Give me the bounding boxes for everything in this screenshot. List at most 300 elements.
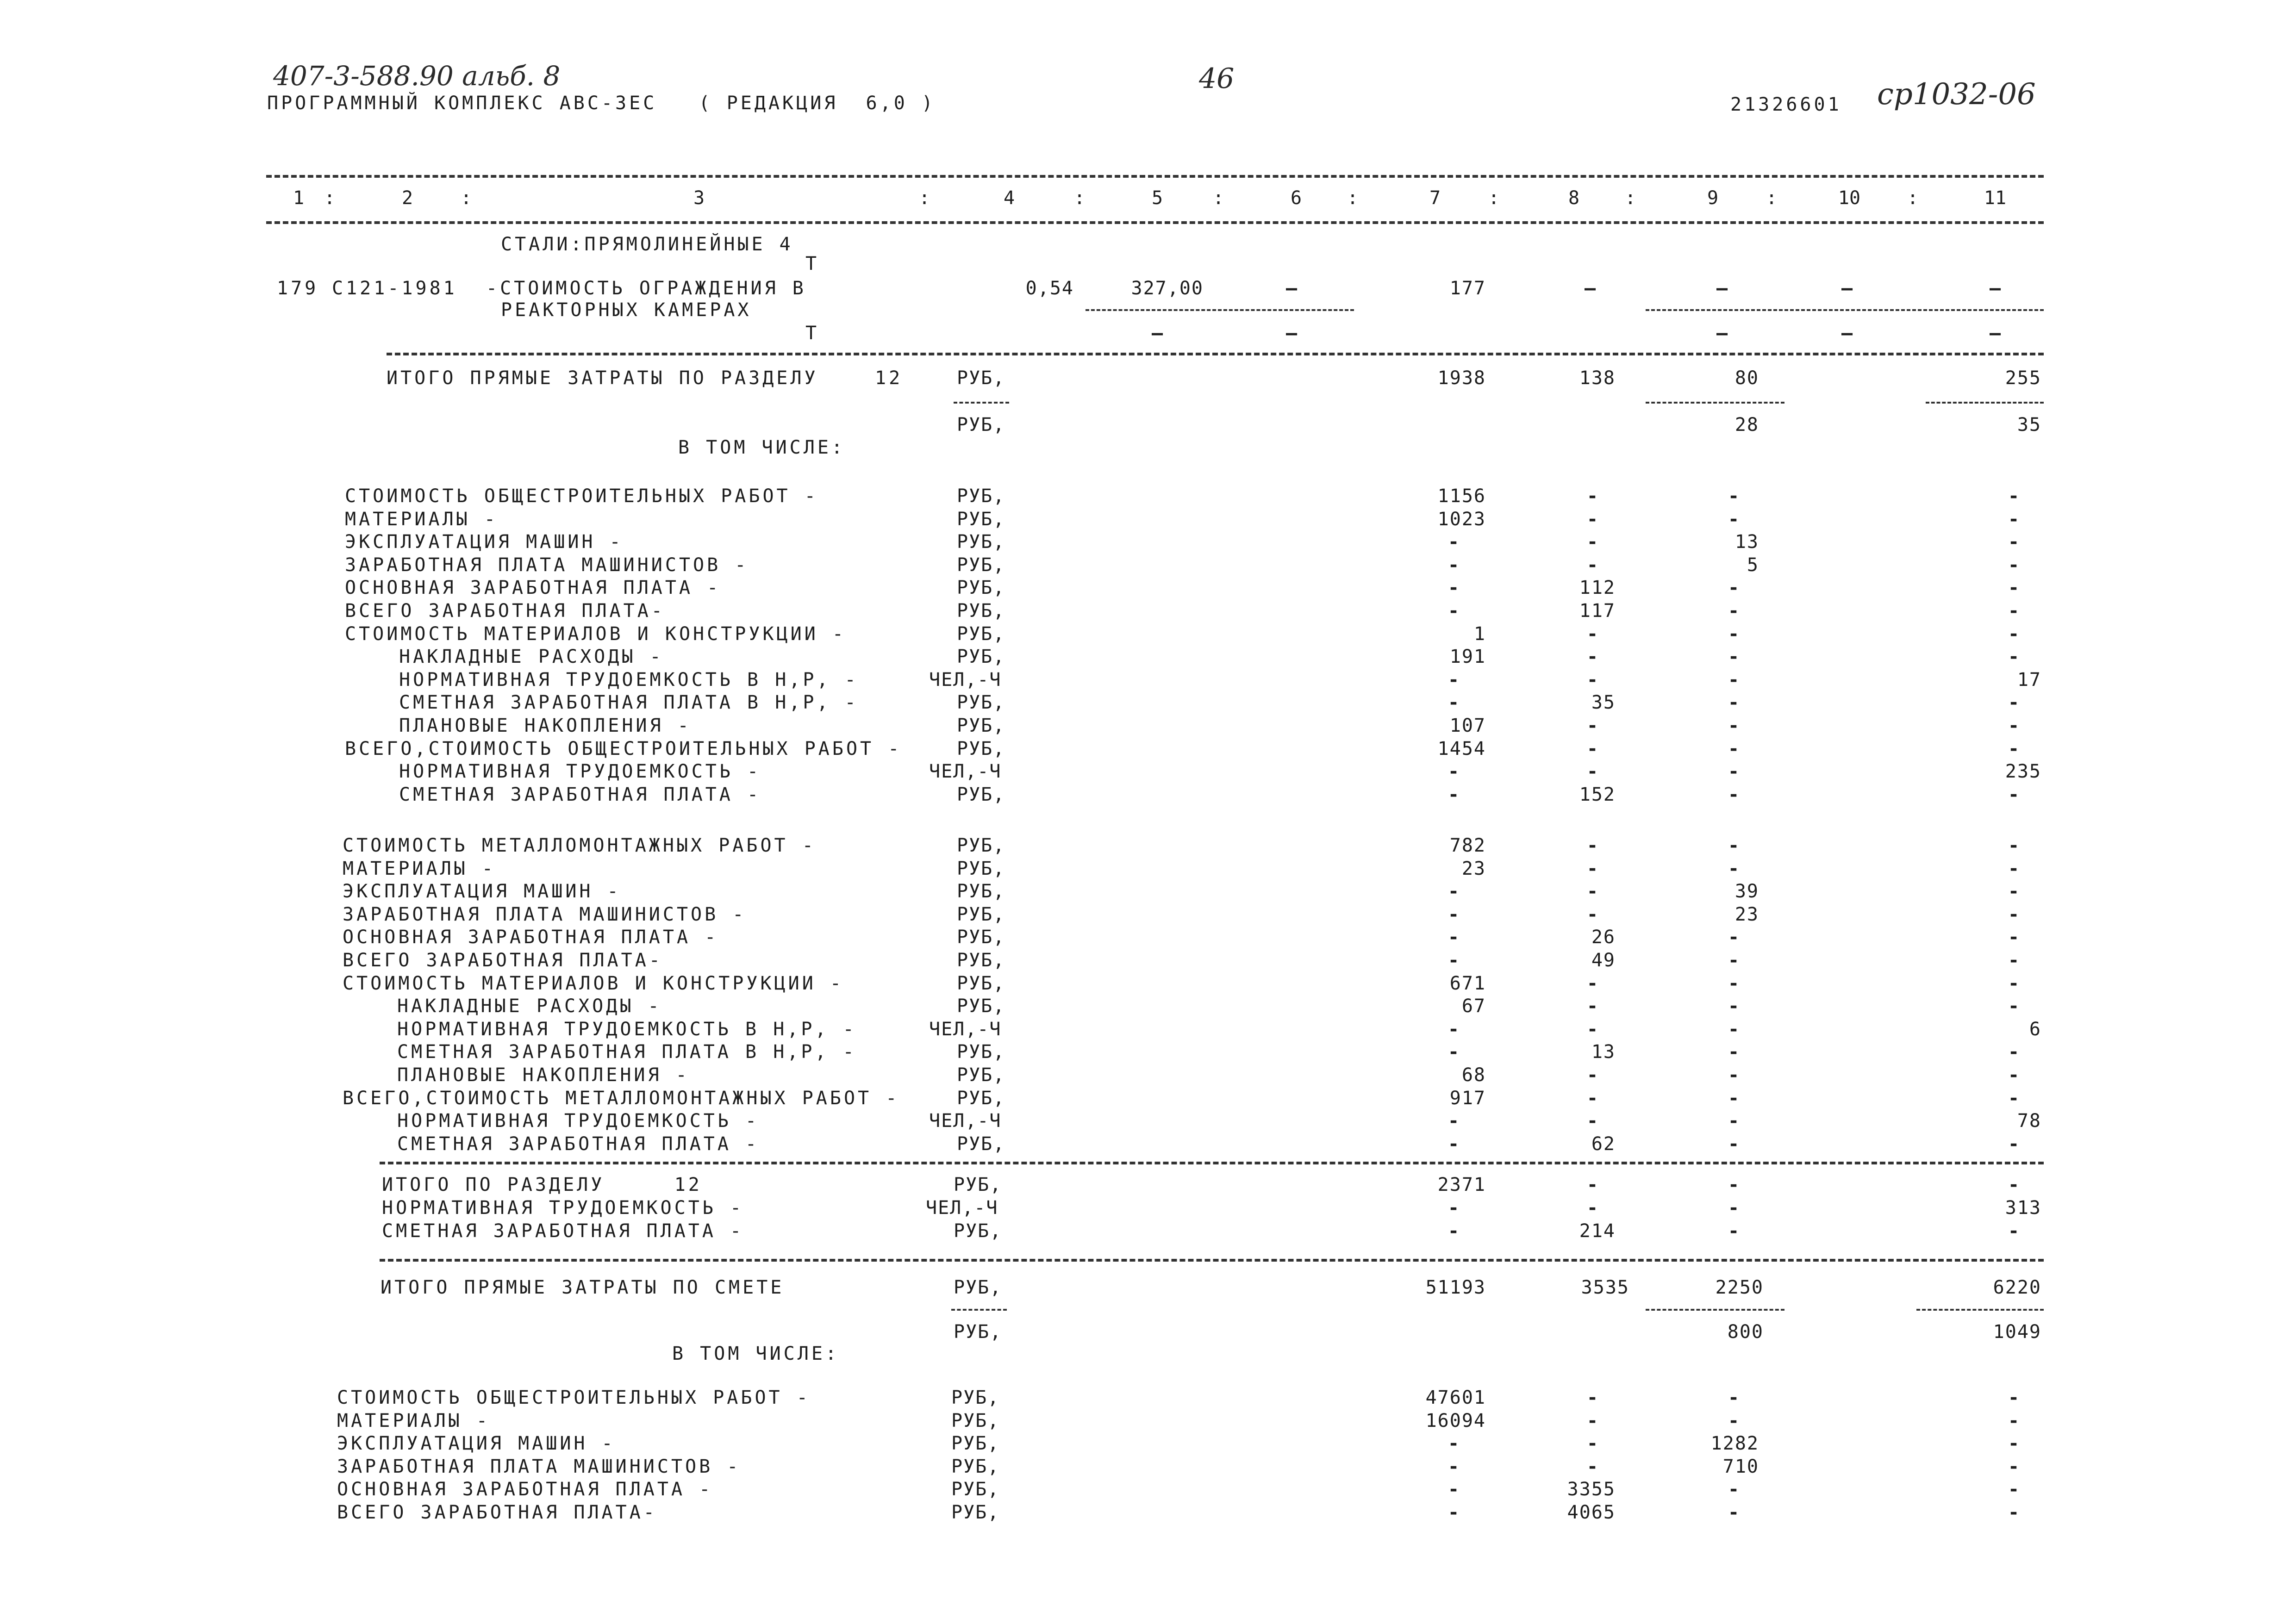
group1-row-c7: 1454 [1437, 738, 1486, 759]
section_summary-row-unit: РУБ, [954, 1174, 1002, 1195]
item-total: 177 [1449, 278, 1486, 299]
group1-row-c11-dash: - [2008, 485, 2020, 507]
group2-row-unit: РУБ, [957, 1064, 1005, 1086]
group3-row-c11-dash: - [2008, 1479, 2020, 1500]
group1-row-unit: ЧЕЛ,-Ч [929, 761, 1002, 783]
group1-row-c8: 35 [1591, 692, 1616, 714]
group3-row-c9-dash: - [1728, 1502, 1740, 1523]
group2-row-c7: 67 [1461, 996, 1486, 1017]
item-col8-dash: – [1584, 278, 1596, 299]
item-col6-dash: – [1285, 278, 1298, 299]
group3-row-c7-dash: - [1447, 1479, 1460, 1500]
group1-row-c11-dash: - [2008, 738, 2020, 759]
group3-row-c8-dash: - [1586, 1410, 1598, 1431]
section-total-c11: 255 [2005, 367, 2041, 389]
group1-row-c7: 1023 [1437, 508, 1486, 530]
group2-row-c9-dash: - [1728, 835, 1740, 856]
group2-row-label: НОРМАТИВНАЯ ТРУДОЕМКОСТЬ В Н,Р, - [397, 1018, 857, 1040]
group2-row-label: ВСЕГО,СТОИМОСТЬ МЕТАЛЛОМОНТАЖНЫХ РАБОТ - [343, 1087, 900, 1109]
section_summary-row-c11-dash: - [2008, 1174, 2020, 1195]
group1-row-c9-dash: - [1728, 761, 1740, 783]
group1-row-c11-dash: - [2008, 623, 2020, 645]
group2-row-c8: 26 [1591, 927, 1616, 948]
estimate-total-rule [380, 1259, 2044, 1262]
group3-row-c11-dash: - [2008, 1410, 2020, 1431]
group2-row-c8-dash: - [1586, 903, 1598, 925]
group1-row-c9-dash: - [1728, 715, 1740, 736]
column-number: 8 [1568, 187, 1580, 209]
group3-row-c9-dash: - [1728, 1479, 1740, 1500]
group1-row-c8-dash: - [1586, 669, 1598, 691]
group2-row-label: НАКЛАДНЫЕ РАСХОДЫ - [397, 996, 662, 1017]
group2-row-c9-dash: - [1728, 927, 1740, 948]
item-col10-dash: – [1841, 278, 1853, 299]
group2-row-c9-dash: - [1728, 950, 1740, 971]
section-total-underline-unit [954, 402, 1009, 404]
group1-row-unit: РУБ, [957, 784, 1005, 805]
group2-row-label: ЗАРАБОТНАЯ ПЛАТА МАШИНИСТОВ - [343, 903, 747, 925]
group2-row-c9-dash: - [1728, 1133, 1740, 1155]
group3-row-label: МАТЕРИАЛЫ - [337, 1410, 490, 1431]
group1-row-c7: 1156 [1437, 485, 1486, 507]
group3-row-c7-dash: - [1447, 1456, 1460, 1477]
group2-row-c7-dash: - [1447, 1133, 1460, 1155]
section_summary-row-label: НОРМАТИВНАЯ ТРУДОЕМКОСТЬ - [382, 1197, 744, 1219]
group1-row-c9-dash: - [1728, 784, 1740, 805]
group1-row-c7-dash: - [1447, 761, 1460, 783]
item-quantity: 0,54 [1025, 278, 1074, 299]
group1-row-c9-dash: - [1728, 646, 1740, 668]
group1-row-label: СМЕТНАЯ ЗАРАБОТНАЯ ПЛАТА - [399, 784, 761, 805]
group2-row-c8-dash: - [1586, 835, 1598, 856]
group1-row-c7-dash: - [1447, 577, 1460, 599]
group3-row-unit: РУБ, [951, 1433, 1000, 1455]
group2-row-c11-dash: - [2008, 881, 2020, 902]
item2-col5-dash: – [1151, 323, 1163, 344]
group2-row-c11-dash: - [2008, 950, 2020, 971]
group1-row-unit: РУБ, [957, 646, 1005, 668]
group1-row-label: МАТЕРИАЛЫ - [345, 508, 498, 530]
group1-row-c8-dash: - [1586, 738, 1598, 759]
group1-row-c7: 107 [1449, 715, 1486, 736]
header-bottom-rule [266, 221, 2044, 224]
group1-row-unit: РУБ, [957, 531, 1005, 553]
group1-row-unit: РУБ, [957, 738, 1005, 759]
group3-row-c9-dash: - [1728, 1410, 1740, 1431]
group1-row-label: НАКЛАДНЫЕ РАСХОДЫ - [399, 646, 664, 668]
section-total-underline-c11 [1926, 402, 2044, 404]
group1-row-c7: 191 [1449, 646, 1486, 668]
group2-row-unit: РУБ, [957, 903, 1005, 925]
section-total-rule [387, 353, 2044, 355]
group2-row-c11-dash: - [2008, 1133, 2020, 1155]
group1-row-c11-dash: - [2008, 784, 2020, 805]
group2-row-c11: 78 [2017, 1110, 2041, 1132]
column-separator: : [1625, 187, 1636, 209]
section-total-c8: 138 [1579, 367, 1616, 389]
estimate-total-c8: 3535 [1581, 1277, 1629, 1298]
group2-row-c7: 671 [1449, 972, 1486, 994]
column-separator: : [1766, 187, 1778, 209]
item-col9-dash: – [1716, 278, 1728, 299]
group3-row-c11-dash: - [2008, 1433, 2020, 1455]
group2-row-unit: РУБ, [957, 927, 1005, 948]
section-total-c11b: 35 [2017, 414, 2041, 436]
item-price-rule [1086, 309, 1354, 311]
group2-row-c11: 6 [2029, 1018, 2041, 1040]
group2-row-c8-dash: - [1586, 858, 1598, 879]
group3-row-label: ВСЕГО ЗАРАБОТНАЯ ПЛАТА- [337, 1502, 657, 1523]
group2-row-c9-dash: - [1728, 1064, 1740, 1086]
group1-row-unit: РУБ, [957, 485, 1005, 507]
group2-row-c8-dash: - [1586, 1018, 1598, 1040]
section_summary-row-c11: 313 [2005, 1197, 2041, 1219]
item2-col11-dash: – [1989, 323, 2001, 344]
group1-row-c7-dash: - [1447, 669, 1460, 691]
section_summary-row-unit: РУБ, [954, 1220, 1002, 1242]
group3-row-c9: 1282 [1710, 1433, 1759, 1455]
group1-row-c11-dash: - [2008, 531, 2020, 553]
group2-row-label: ВСЕГО ЗАРАБОТНАЯ ПЛАТА- [343, 950, 663, 971]
group1-row-c9: 13 [1734, 531, 1759, 553]
group2-row-c9-dash: - [1728, 1110, 1740, 1132]
group2-row-c9-dash: - [1728, 858, 1740, 879]
section_summary-row-c8-dash: - [1586, 1174, 1598, 1195]
group2-row-c8-dash: - [1586, 1087, 1598, 1109]
group1-row-label: ОСНОВНАЯ ЗАРАБОТНАЯ ПЛАТА - [345, 577, 721, 599]
column-separator: : [1074, 187, 1086, 209]
group1-row-c7-dash: - [1447, 692, 1460, 714]
group2-row-c8: 13 [1591, 1041, 1616, 1063]
item-name-line2: РЕАКТОРНЫХ КАМЕРАХ [501, 299, 752, 321]
section_summary-row-label: СМЕТНАЯ ЗАРАБОТНАЯ ПЛАТА - [382, 1220, 744, 1242]
group2-row-c11-dash: - [2008, 927, 2020, 948]
estimate-total-c9b: 800 [1727, 1321, 1764, 1343]
section-including-label: В ТОМ ЧИСЛЕ: [678, 437, 845, 458]
group2-row-label: НОРМАТИВНАЯ ТРУДОЕМКОСТЬ - [397, 1110, 760, 1132]
group2-row-c7-dash: - [1447, 1041, 1460, 1063]
section-total-c9b: 28 [1734, 414, 1759, 436]
group2-row-c11-dash: - [2008, 1087, 2020, 1109]
group1-row-c8-dash: - [1586, 715, 1598, 736]
group1-row-unit: РУБ, [957, 577, 1005, 599]
item-name-line1: -СТОИМОСТЬ ОГРАЖДЕНИЯ В [486, 278, 806, 299]
estimate-total-c11: 6220 [1993, 1277, 2041, 1298]
group2-row-unit: РУБ, [957, 1133, 1005, 1155]
group2-row-c7-dash: - [1447, 927, 1460, 948]
group1-row-c11-dash: - [2008, 577, 2020, 599]
group3-row-unit: РУБ, [951, 1387, 1000, 1408]
group3-row-c8: 3355 [1567, 1479, 1616, 1500]
group1-row-c8-dash: - [1586, 761, 1598, 783]
item2-col6-dash: – [1285, 323, 1298, 344]
group2-row-label: ЭКСПЛУАТАЦИЯ МАШИН - [343, 881, 621, 902]
group2-row-unit: РУБ, [957, 972, 1005, 994]
group3-row-unit: РУБ, [951, 1410, 1000, 1431]
group2-row-c9-dash: - [1728, 996, 1740, 1017]
group1-row-c8: 112 [1579, 577, 1616, 599]
group2-row-c9: 23 [1734, 903, 1759, 925]
group1-row-unit: РУБ, [957, 692, 1005, 714]
group2-row-c7: 23 [1461, 858, 1486, 879]
group1-row-c11-dash: - [2008, 715, 2020, 736]
group3-row-c8-dash: - [1586, 1387, 1598, 1408]
column-number: 6 [1290, 187, 1302, 209]
group3-row-c7: 47601 [1425, 1387, 1486, 1408]
group1-row-unit: РУБ, [957, 715, 1005, 736]
group1-row-c8-dash: - [1586, 646, 1598, 668]
item-right-rule [1646, 309, 2044, 311]
column-number: 2 [401, 187, 413, 209]
group1-row-c11: 17 [2017, 669, 2041, 691]
section-total-unit2: РУБ, [957, 414, 1005, 436]
group3-row-c8: 4065 [1567, 1502, 1616, 1523]
column-separator: : [1488, 187, 1500, 209]
group1-row-unit: РУБ, [957, 623, 1005, 645]
group3-row-c8-dash: - [1586, 1433, 1598, 1455]
item2-col10-dash: – [1841, 323, 1853, 344]
group3-row-c11-dash: - [2008, 1502, 2020, 1523]
group2-row-c8-dash: - [1586, 1064, 1598, 1086]
group3-row-label: ЭКСПЛУАТАЦИЯ МАШИН - [337, 1433, 616, 1455]
group1-row-c7-dash: - [1447, 554, 1460, 576]
group1-row-unit: РУБ, [957, 554, 1005, 576]
column-number: 10 [1838, 187, 1861, 209]
program-line: ПРОГРАММНЫЙ КОМПЛЕКС АВС-3ЕС ( РЕДАКЦИЯ 6,0 ) [267, 93, 936, 114]
group1-row-c9-dash: - [1728, 669, 1740, 691]
group3-row-label: ЗАРАБОТНАЯ ПЛАТА МАШИНИСТОВ - [337, 1456, 741, 1477]
group1-row-c7-dash: - [1447, 784, 1460, 805]
group1-row-c8: 117 [1579, 600, 1616, 622]
group2-row-c11-dash: - [2008, 1041, 2020, 1063]
group2-row-label: МАТЕРИАЛЫ - [343, 858, 496, 879]
section_summary-row-c7-dash: - [1447, 1220, 1460, 1242]
group1-row-c11-dash: - [2008, 554, 2020, 576]
group2-row-c7: 917 [1449, 1087, 1486, 1109]
estimate-underline-c11 [1916, 1309, 2044, 1311]
group1-row-c8-dash: - [1586, 508, 1598, 530]
estimate-total-c11b: 1049 [1993, 1321, 2041, 1343]
group2-row-c9-dash: - [1728, 1087, 1740, 1109]
column-number: 5 [1151, 187, 1163, 209]
section-total-underline-c9 [1646, 402, 1784, 404]
group2-row-c8-dash: - [1586, 996, 1598, 1017]
group2-row-label: ПЛАНОВЫЕ НАКОПЛЕНИЯ - [397, 1064, 690, 1086]
group2-row-c9: 39 [1734, 881, 1759, 902]
group1-row-c8: 152 [1579, 784, 1616, 805]
group3-row-c9: 710 [1722, 1456, 1759, 1477]
group1-row-unit: РУБ, [957, 600, 1005, 622]
group1-row-c9-dash: - [1728, 577, 1740, 599]
item2-col9-dash: – [1716, 323, 1728, 344]
column-separator: : [1347, 187, 1359, 209]
column-separator: : [919, 187, 930, 209]
group2-row-c7-dash: - [1447, 1018, 1460, 1040]
section-summary-rule [380, 1162, 2044, 1164]
group1-row-unit: РУБ, [957, 508, 1005, 530]
group2-row-label: СТОИМОСТЬ МЕТАЛЛОМОНТАЖНЫХ РАБОТ - [343, 835, 816, 856]
group1-row-c11-dash: - [2008, 508, 2020, 530]
item-code: С121-1981 [332, 278, 457, 299]
column-separator: : [324, 187, 336, 209]
group3-row-unit: РУБ, [951, 1502, 1000, 1523]
group2-row-c8: 49 [1591, 950, 1616, 971]
group1-row-label: СТОИМОСТЬ ОБЩЕСТРОИТЕЛЬНЫХ РАБОТ - [345, 485, 818, 507]
group2-row-unit: РУБ, [957, 835, 1005, 856]
group1-row-c9-dash: - [1728, 600, 1740, 622]
group1-row-label: ЗАРАБОТНАЯ ПЛАТА МАШИНИСТОВ - [345, 554, 749, 576]
group1-row-label: ПЛАНОВЫЕ НАКОПЛЕНИЯ - [399, 715, 692, 736]
column-number: 11 [1984, 187, 2007, 209]
group2-row-c7-dash: - [1447, 903, 1460, 925]
group2-row-c8-dash: - [1586, 881, 1598, 902]
section_summary-row-unit: ЧЕЛ,-Ч [926, 1197, 998, 1219]
section_summary-row-c7: 2371 [1437, 1174, 1486, 1195]
estimate-total-label: ИТОГО ПРЯМЫЕ ЗАТРАТЫ ПО СМЕТЕ [381, 1277, 785, 1298]
column-separator: : [1213, 187, 1224, 209]
group2-row-unit: ЧЕЛ,-Ч [929, 1110, 1002, 1132]
group2-row-c8-dash: - [1586, 972, 1598, 994]
group1-row-c11-dash: - [2008, 600, 2020, 622]
group2-row-unit: РУБ, [957, 881, 1005, 902]
column-separator: : [1907, 187, 1919, 209]
group2-row-c7-dash: - [1447, 950, 1460, 971]
group1-row-c8-dash: - [1586, 554, 1598, 576]
group3-row-unit: РУБ, [951, 1456, 1000, 1477]
group1-row-label: ВСЕГО ЗАРАБОТНАЯ ПЛАТА- [345, 600, 665, 622]
group1-row-c11: 235 [2005, 761, 2041, 783]
group3-row-c7-dash: - [1447, 1502, 1460, 1523]
column-separator: : [461, 187, 472, 209]
group2-row-c7: 782 [1449, 835, 1486, 856]
section_summary-row-c9-dash: - [1728, 1197, 1740, 1219]
group1-row-c8-dash: - [1586, 623, 1598, 645]
group2-row-label: СМЕТНАЯ ЗАРАБОТНАЯ ПЛАТА В Н,Р, - [397, 1041, 857, 1063]
section-total-unit: РУБ, [957, 367, 1005, 389]
estimate-including-label: В ТОМ ЧИСЛЕ: [672, 1343, 839, 1364]
group1-row-c7-dash: - [1447, 531, 1460, 553]
column-number: 4 [1003, 187, 1015, 209]
column-number: 3 [693, 187, 705, 209]
section-total-label: ИТОГО ПРЯМЫЕ ЗАТРАТЫ ПО РАЗДЕЛУ [387, 367, 818, 389]
group1-row-label: СТОИМОСТЬ МАТЕРИАЛОВ И КОНСТРУКЦИИ - [345, 623, 846, 645]
estimate-total-c9: 2250 [1715, 1277, 1764, 1298]
handwritten-album-code: 407-3-588.90 альб. 8 [273, 60, 561, 92]
group2-row-c7-dash: - [1447, 1110, 1460, 1132]
group2-row-c7: 68 [1461, 1064, 1486, 1086]
group3-row-c8-dash: - [1586, 1456, 1598, 1477]
group1-row-c7-dash: - [1447, 600, 1460, 622]
group1-row-c9-dash: - [1728, 485, 1740, 507]
section-total-number: 12 [875, 367, 903, 389]
group2-row-c7-dash: - [1447, 881, 1460, 902]
group1-row-label: ЭКСПЛУАТАЦИЯ МАШИН - [345, 531, 624, 553]
group1-row-c11-dash: - [2008, 646, 2020, 668]
section_summary-row-c11-dash: - [2008, 1220, 2020, 1242]
group1-row-label: СМЕТНАЯ ЗАРАБОТНАЯ ПЛАТА В Н,Р, - [399, 692, 859, 714]
section_summary-row-c7-dash: - [1447, 1197, 1460, 1219]
group2-row-label: ОСНОВНАЯ ЗАРАБОТНАЯ ПЛАТА - [343, 927, 719, 948]
section-total-c7: 1938 [1437, 367, 1486, 389]
estimate-total-c7: 51193 [1425, 1277, 1486, 1298]
section-title: СТАЛИ:ПРЯМОЛИНЕЙНЫЕ 4 [501, 234, 793, 255]
group2-row-c11-dash: - [2008, 858, 2020, 879]
estimate-underline-c9 [1646, 1309, 1784, 1311]
group2-row-c8: 62 [1591, 1133, 1616, 1155]
group2-row-c9-dash: - [1728, 1041, 1740, 1063]
group2-row-label: СТОИМОСТЬ МАТЕРИАЛОВ И КОНСТРУКЦИИ - [343, 972, 844, 994]
item-unit-price: 327,00 [1131, 278, 1204, 299]
group2-row-unit: ЧЕЛ,-Ч [929, 1018, 1002, 1040]
page-number: 46 [1199, 62, 1235, 95]
group1-row-c11-dash: - [2008, 692, 2020, 714]
unit-t-2: Т [805, 323, 820, 344]
section_summary-row-c9-dash: - [1728, 1174, 1740, 1195]
section_summary-row-c9-dash: - [1728, 1220, 1740, 1242]
group1-row-c8-dash: - [1586, 485, 1598, 507]
doc-number: 21326601 [1730, 94, 1842, 115]
group2-row-unit: РУБ, [957, 1087, 1005, 1109]
unit-t-1: Т [805, 253, 820, 274]
column-number: 7 [1429, 187, 1441, 209]
group3-row-c7: 16094 [1425, 1410, 1486, 1431]
group1-row-c9-dash: - [1728, 692, 1740, 714]
group2-row-unit: РУБ, [957, 858, 1005, 879]
group2-row-c9-dash: - [1728, 972, 1740, 994]
group1-row-c9-dash: - [1728, 738, 1740, 759]
group1-row-label: НОРМАТИВНАЯ ТРУДОЕМКОСТЬ В Н,Р, - [399, 669, 859, 691]
estimate-total-unit: РУБ, [954, 1277, 1002, 1298]
group2-row-unit: РУБ, [957, 1041, 1005, 1063]
column-number: 1 [293, 187, 305, 209]
group2-row-c11-dash: - [2008, 903, 2020, 925]
group2-row-c11-dash: - [2008, 1064, 2020, 1086]
group1-row-unit: ЧЕЛ,-Ч [929, 669, 1002, 691]
group2-row-c11-dash: - [2008, 996, 2020, 1017]
section_summary-row-c8-dash: - [1586, 1197, 1598, 1219]
column-number: 9 [1707, 187, 1719, 209]
item-row-number: 179 [277, 278, 319, 299]
group3-row-c11-dash: - [2008, 1456, 2020, 1477]
group2-row-c11-dash: - [2008, 835, 2020, 856]
group2-row-unit: РУБ, [957, 996, 1005, 1017]
item-col11-dash: – [1989, 278, 2001, 299]
group1-row-c9-dash: - [1728, 623, 1740, 645]
group2-row-c8-dash: - [1586, 1110, 1598, 1132]
group1-row-label: ВСЕГО,СТОИМОСТЬ ОБЩЕСТРОИТЕЛЬНЫХ РАБОТ - [345, 738, 902, 759]
group1-row-c7: 1 [1473, 623, 1486, 645]
handwritten-reference: ср1032-06 [1877, 77, 2036, 112]
group2-row-c9-dash: - [1728, 1018, 1740, 1040]
group2-row-unit: РУБ, [957, 950, 1005, 971]
section_summary-row-c8: 214 [1579, 1220, 1616, 1242]
group2-row-c11-dash: - [2008, 972, 2020, 994]
estimate-underline-unit [951, 1309, 1007, 1311]
group1-row-c9: 5 [1747, 554, 1759, 576]
group3-row-unit: РУБ, [951, 1479, 1000, 1500]
group1-row-label: НОРМАТИВНАЯ ТРУДОЕМКОСТЬ - [399, 761, 761, 783]
header-top-rule [266, 175, 2044, 178]
group3-row-c9-dash: - [1728, 1387, 1740, 1408]
group3-row-c11-dash: - [2008, 1387, 2020, 1408]
group3-row-c7-dash: - [1447, 1433, 1460, 1455]
group1-row-c9-dash: - [1728, 508, 1740, 530]
group3-row-label: ОСНОВНАЯ ЗАРАБОТНАЯ ПЛАТА - [337, 1479, 713, 1500]
estimate-total-unit2: РУБ, [954, 1321, 1002, 1343]
group2-row-label: СМЕТНАЯ ЗАРАБОТНАЯ ПЛАТА - [397, 1133, 760, 1155]
group1-row-c8-dash: - [1586, 531, 1598, 553]
section-total-c9: 80 [1734, 367, 1759, 389]
